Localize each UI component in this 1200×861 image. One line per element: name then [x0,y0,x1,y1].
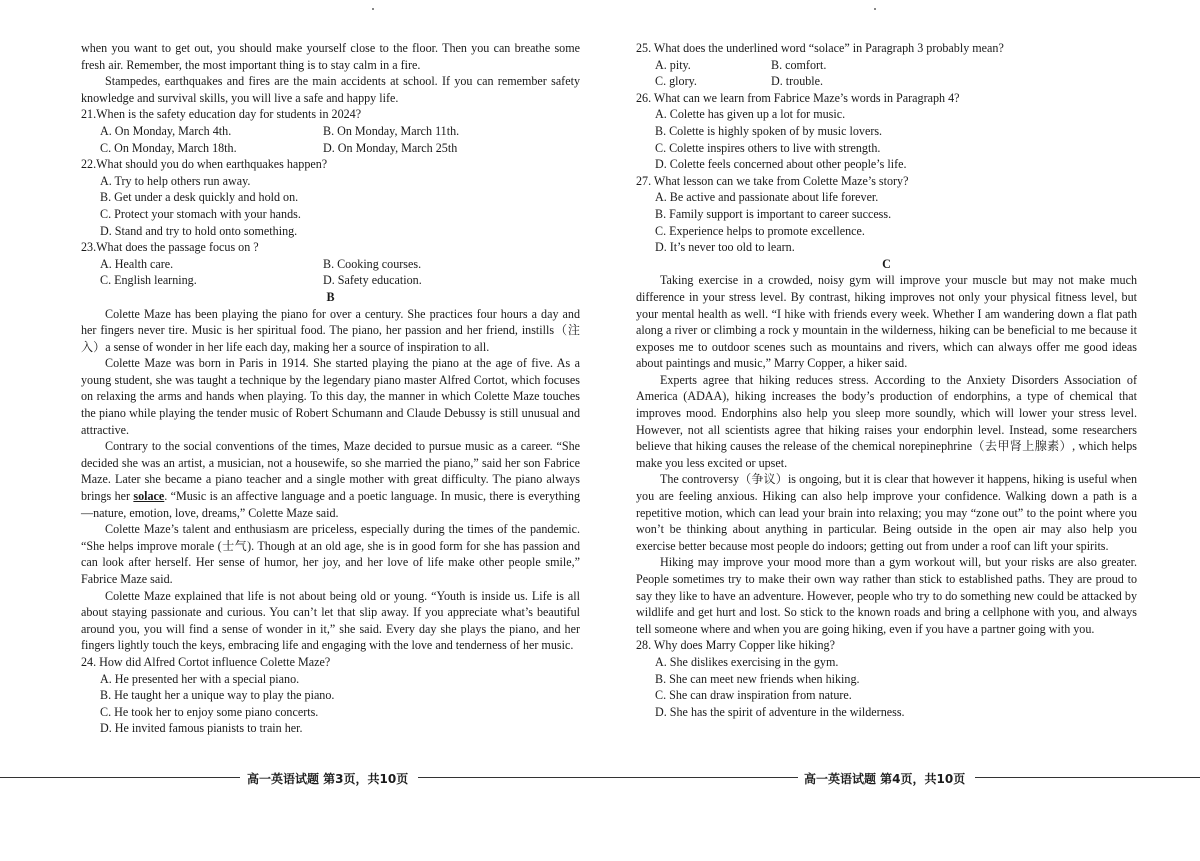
footer-rule-left-a [0,777,240,778]
question-stem: 24. How did Alfred Cortot influence Colette Maze? [81,654,331,669]
page-footer-right: 高一英语试题 第4页，共10页 [804,772,966,786]
passage-c-paragraph-4: Hiking may improve your mood more than a gym workout will, but your risks are also greater. People sometimes try to make their own way rather than stick to established paths. They are proud to say they like to have an adventure. However, people who try to do something new could be attacked by wildlife and get hurt and lost. So stick to the known roads and bring a cellphone with you, and always tell someone where and when you are going hiking, even if you have a partner going with you. [636,555,1137,636]
scan-speck [372,8,374,10]
option-b: B. comfort. [771,57,827,72]
passage-b-paragraph-5: Colette Maze explained that life is not about being old or young. “Youth is inside us. Life is all about staying passionate and curious. You can’t let that slip away. If you appreciate what’s beautiful around you, you will find a sense of wonder in it,” she said. Every day she plays the piano, and her fingers lightly touch the keys, embracing life and engaging with the love and tenderness of her music. [81,588,580,653]
option-a: A. She dislikes exercising in the gym. [655,654,839,669]
underlined-word: solace [133,489,165,504]
option-d: D. She has the spirit of adventure in the wilderness. [655,704,905,719]
option-a: A. He presented her with a special piano. [100,671,300,686]
question-27 [636,173,1137,256]
option-b: B. Cooking courses. [323,256,422,271]
question-21 [81,106,580,156]
question-24 [81,654,580,737]
option-d: D. Colette feels concerned about other people’s life. [655,157,907,172]
left-page [81,40,580,737]
option-d: D. Safety education. [323,273,422,288]
question-25 [636,40,1137,90]
option-b: B. He taught her a unique way to play the piano. [100,688,335,703]
option-a: A. Try to help others run away. [100,173,251,188]
option-d: D. trouble. [771,74,824,89]
question-stem: 22.What should you do when earthquakes happen? [81,157,328,172]
option-c: C. English learning. [100,273,197,288]
question-stem: 28. Why does Marry Copper like hiking? [636,638,835,653]
option-b: B. She can meet new friends when hiking. [655,671,860,686]
option-b: B. On Monday, March 11th. [323,123,460,138]
option-d: D. Stand and try to hold onto something. [100,223,298,238]
option-c: C. Protect your stomach with your hands. [100,206,301,221]
section-heading-c: C [882,256,891,271]
passage-b-paragraph-4: Colette Maze’s talent and enthusiasm are priceless, especially during the times of the pandemic. “She helps improve morale (士气). Though at an old age, she is in good form for she has passion and can look after herself. Her sense of humor, her joy, and her love of life make other people smile,” Fabrice Maze said. [81,522,580,586]
page-footer-left: 高一英语试题 第3页，共10页 [247,772,409,786]
option-c: C. He took her to enjoy some piano concerts. [100,704,319,719]
option-b: B. Get under a desk quickly and hold on. [100,190,299,205]
scan-speck [874,8,876,10]
passage-c-paragraph-1: Taking exercise in a crowded, noisy gym will improve your muscle but may not make much difference in your stress level. By contrast, hiking improves not only your physical fitness level, but your mental health as well. “I hike with friends every week. Whether I am wandering down a flat path along a river or climbing a rock y mountain in the wilderness, hiking can be beneficial to me because it exposes me to outdoor scenes such as mountains and rivers, which can always offer me good ideas about paintings and music,” Marry Copper, a hiker said. [636,273,1137,371]
question-22 [81,156,580,239]
question-stem: 25. What does the underlined word “solace” in Paragraph 3 probably mean? [636,41,1004,55]
passage-b-paragraph-2: Colette Maze was born in Paris in 1914. She started playing the piano at the age of five. As a young student, she was taught a technique by the legendary piano master Alfred Cortot, which focuses on relaxing the arms and hands when playing. To this day, the manner in which Colette Maze touches the piano while playing the tender music of Robert Schumann and Claude Debussy is still unusual and attractive. [81,356,580,437]
option-a: A. On Monday, March 4th. [100,123,232,138]
option-a: A. Health care. [100,256,174,271]
option-a: A. Colette has given up a lot for music. [655,107,846,122]
option-c: C. She can draw inspiration from nature. [655,688,852,703]
option-a: A. Be active and passionate about life forever. [655,190,879,205]
option-b: B. Colette is highly spoken of by music lovers. [655,123,883,138]
passage-a-conclusion: Stampedes, earthquakes and fires are the main accidents at school. If you can remember safety knowledge and survival skills, you will live a safe and happy life. [81,74,580,105]
footer-rule-right-b [975,777,1200,778]
section-heading-b: B [326,289,335,304]
option-d: D. On Monday, March 25th [323,140,458,155]
option-d: D. It’s never too old to learn. [655,240,795,255]
question-28 [636,637,1137,720]
passage-b-paragraph-3 [81,438,580,521]
paragraph-text: Contrary to the social conventions of the times, Maze decided to pursue music as a career. “She decided she was an artist, a musician, not a housewife, so she married the piano,” said her son Fabrice Maze. Later she became a piano teacher and a single mother with great difficulty. The piano always brings her [81,439,580,504]
question-stem: 21.When is the safety education day for students in 2024? [81,107,362,122]
option-d: D. He invited famous pianists to train her. [100,721,303,736]
passage-b-paragraph-1: Colette Maze has been playing the piano for over a century. She practices four hours a day and her fingers never tire. Music is her spiritual food. The piano, her passion and her friend, instills（注入）a sense of wonder in her life each day, making her a source of inspiration to all. [81,306,580,354]
option-c: C. Colette inspires others to live with strength. [655,140,881,155]
option-c: C. glory. [655,74,697,89]
passage-a-end-paragraph: when you want to get out, you should make yourself close to the floor. Then you can breathe some fresh air. Remember, the most important thing is to stay calm in a fire. [81,41,580,72]
option-c: C. On Monday, March 18th. [100,140,237,155]
option-c: C. Experience helps to promote excellence. [655,223,865,238]
option-a: A. pity. [655,57,691,72]
passage-c-paragraph-3: The controversy（争议）is ongoing, but it is clear that however it happens, hiking is useful when you are feeling anxious. Hiking can also help improve your confidence. Walking down a path is a repetitive motion, which can lead your brain into relaxing; you may “zone out” to the point where you won’t be thinking about anything in particular. Being outside in the open air may also help you exercise better because most people do indoors; getting out from under a roof can lift your spirits. [636,472,1137,553]
right-page [636,40,1137,720]
option-b: B. Family support is important to career success. [655,206,892,221]
question-23 [81,239,580,289]
footer-rule-left-b [418,777,628,778]
question-stem: 27. What lesson can we take from Colette Maze’s story? [636,173,909,188]
passage-c-paragraph-2: Experts agree that hiking reduces stress. According to the Anxiety Disorders Association of America (ADAA), hiking increases the body’s production of endorphins, a type of chemical that improves mood. Endorphins also help you sleep more soundly, which will lower your stress level. However, not all scientists agree that hiking raises your endorphin level. Instead, some researchers believe that hiking causes the release of the chemical norepinephrine（去甲肾上腺素）, which helps make you less excited or upset. [636,372,1137,470]
question-26 [636,90,1137,173]
question-stem: 23.What does the passage focus on ? [81,240,259,255]
footer-rule-right-a [628,777,798,778]
question-stem: 26. What can we learn from Fabrice Maze’s words in Paragraph 4? [636,90,960,105]
paragraph-text: . “Music is an affective language and a poetic language. In music, there is everything—nature, emotion, love, dreams,” Colette Maze said. [81,489,580,520]
